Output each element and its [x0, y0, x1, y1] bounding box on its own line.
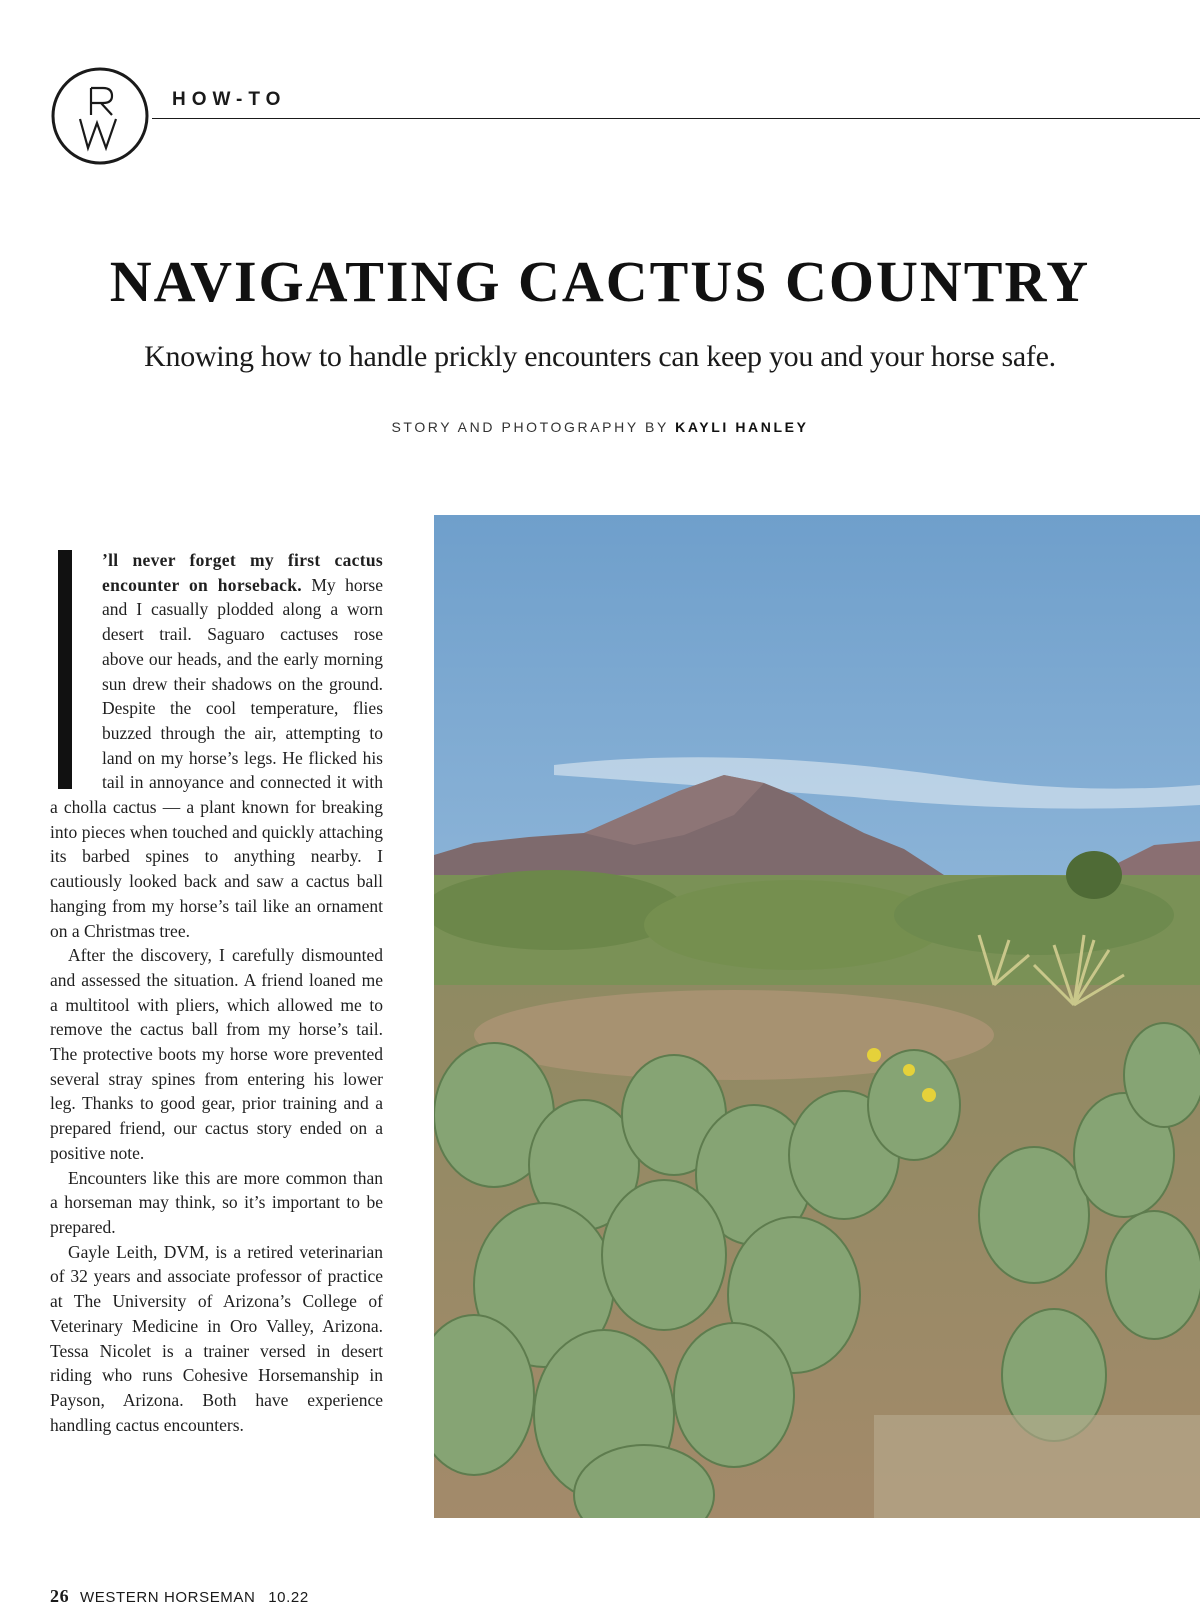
article-paragraph: Gayle Leith, DVM, is a retired veterinarian of 32 years and associate professor of practice at The University of Arizona’s College of Veterinary Medicine in Oro Valley, Arizona. Tessa Nicolet is a trainer versed in desert riding who runs Cohesive Horsemanship in Payson, Arizona. Both have experience handling cactus encounters. [50, 1241, 383, 1435]
page-number: 26 [50, 1586, 70, 1606]
article-paragraph: After the discovery, I carefully dismounted and assessed the situation. A friend loaned me a multitool with pliers, which allowed me to remove the cactus ball from my horse’s tail. The protective boots my horse wore prevented several stray spines from entering his lower leg. Thanks to good gear, prior training and a prepared friend, our cactus story ended on a positive note. [50, 945, 383, 1163]
header-rule [152, 118, 1200, 119]
rw-logo [50, 66, 150, 166]
article-paragraph: Encounters like this are more common than a horseman may think, so it’s important to be prepared. [50, 1167, 383, 1237]
issue-date: 10.22 [268, 1589, 309, 1606]
article-paragraph [50, 548, 383, 943]
subtitle: Knowing how to handle prickly encounters can keep you and your horse safe. [144, 340, 1056, 373]
cactus-landscape-photo [434, 515, 1200, 1518]
byline-author: KAYLI HANLEY [675, 419, 809, 435]
drop-cap-i [58, 550, 72, 789]
page-title: NAVIGATING CACTUS COUNTRY [109, 249, 1091, 314]
article-lead: ’ll never forget my first cactus encounter on horseback. [102, 550, 383, 595]
byline [0, 419, 1200, 435]
page-footer [50, 1586, 309, 1607]
publication-name: WESTERN HORSEMAN [79, 1589, 256, 1606]
article-body [50, 548, 383, 1437]
byline-prefix: STORY AND PHOTOGRAPHY BY [391, 419, 669, 435]
section-label: HOW-TO [172, 89, 287, 110]
article-paragraph-text: My horse and I casually plodded along a worn desert trail. Saguaro cactuses rose above our heads, and the early morning sun drew their shadows on the ground. Despite the cool temperature, flies buzzed through the air, attempting to land on my horse’s legs. He flicked his tail in annoyance and connected it with a cholla cactus — a plant known for breaking into pieces when touched and quickly attaching its barbed spines to anything nearby. I cautiously looked back and saw a cactus ball hanging from my horse’s tail like an ornament on a Christmas tree. [50, 574, 383, 941]
